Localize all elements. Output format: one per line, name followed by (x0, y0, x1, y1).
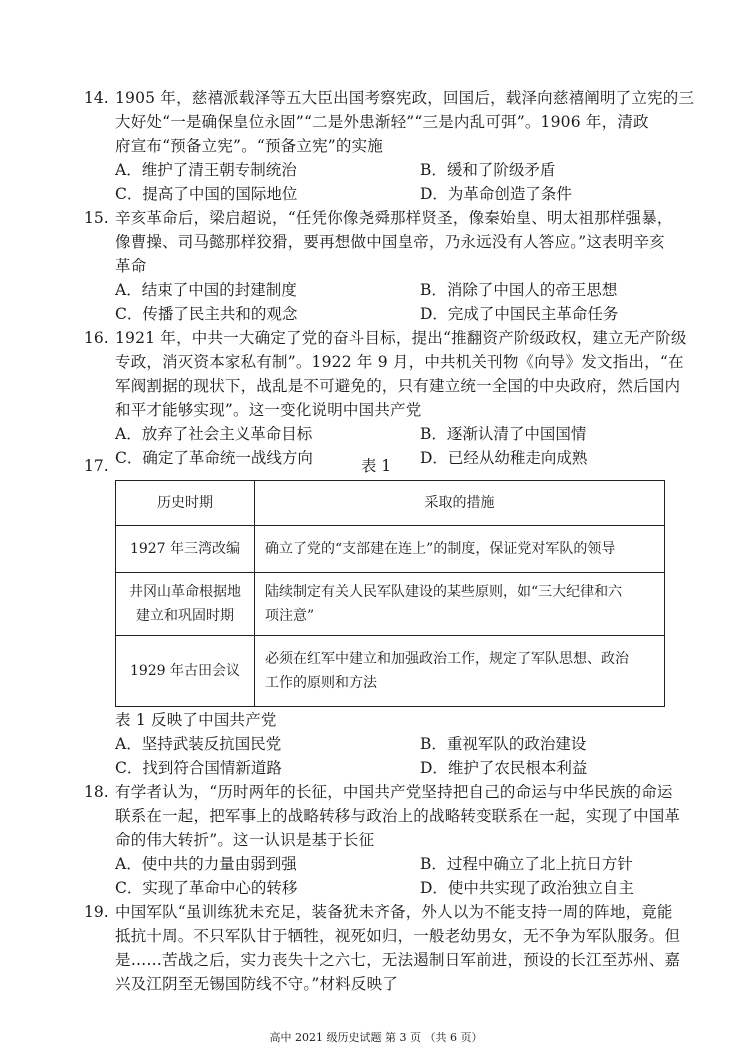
row-2-measure-line-1: 陆续制定有关人民军队建设的某些原则，如“三大纪律和六 (265, 584, 623, 600)
row-3-measure (255, 636, 665, 707)
q16-option-a: A．放弃了社会主义革命目标 (115, 425, 313, 443)
q16-stem-line-4: 和平才能够实现”。这一变化说明中国共产党 (115, 401, 422, 419)
question-number-14: 14. (84, 89, 109, 107)
q15-stem-line-1: 辛亥革命后，梁启超说，“任凭你像尧舜那样贤圣，像秦始皇、明太祖那样强暴， (115, 209, 673, 227)
table-caption: 表 1 (360, 457, 392, 475)
row-3-measure-line-2: 工作的原则和方法 (265, 675, 377, 691)
q14-option-d: D．为革命创造了条件 (420, 185, 572, 203)
q19-stem-line-4: 兴及江阴至无锡国防线不守。”材料反映了 (115, 975, 398, 993)
q15-option-c: C．传播了民主共和的观念 (115, 305, 298, 323)
row-2-period-line-2: 建立和巩固时期 (136, 608, 234, 624)
q14-stem-line-1: 1905 年，慈禧派载泽等五大臣出国考察宪政，回国后，载泽向慈禧阐明了立宪的三 (115, 89, 695, 107)
page-footer: 高中 2021 级历史试题 第 3 页 （共 6 页） (269, 1031, 483, 1044)
q17-option-b: B．重视军队的政治建设 (420, 735, 587, 753)
q19-stem-line-1: 中国军队“虽训练犹未充足，装备犹未齐备，外人以为不能支持一周的阵地，竟能 (115, 903, 673, 921)
row-2-measure (255, 573, 665, 636)
q14-option-c: C．提高了中国的国际地位 (115, 185, 298, 203)
header-period: 历史时期 (116, 481, 255, 526)
q15-stem-line-3: 革命 (115, 257, 147, 275)
q14-stem-line-2: 大好处“一是确保皇位永固”“二是外患渐轻”“三是内乱可弭”。1906 年，清政 (115, 113, 649, 131)
question-number-17: 17. (84, 457, 109, 475)
q17-option-d: D．维护了农民根本利益 (420, 759, 588, 777)
q16-stem-line-2: 专政，消灭资本家私有制”。1922 年 9 月，中共机关刊物《向导》发文指出，“在 (115, 353, 684, 371)
q19-stem-line-3: 是……苦战之后，实力丧失十之六七，无法遏制日军前进，预设的长江至苏州、嘉 (115, 951, 681, 969)
q19-stem-line-2: 抵抗十周。不只军队甘于牺牲，视死如归，一般老幼男女，无不争为军队服务。但 (115, 927, 681, 945)
row-3-period-line-1: 1929 年古田会议 (129, 663, 241, 679)
row-2-period-line-1: 井冈山革命根据地 (129, 584, 241, 600)
table-row (116, 526, 665, 573)
q18-stem-line-1: 有学者认为，“历时两年的长征，中国共产党坚持把自己的命运与中华民族的命运 (115, 783, 673, 801)
measures-table (115, 480, 665, 707)
q18-option-d: D．使中共实现了政治独立自主 (420, 879, 634, 897)
row-2-period (116, 573, 255, 636)
q15-option-d: D．完成了中国民主革命任务 (420, 305, 619, 323)
row-3-measure-line-1: 必须在红军中建立和加强政治工作，规定了军队思想、政治 (265, 651, 629, 667)
q16-stem-line-3: 军阀割据的现状下，战乱是不可避免的，只有建立统一全国的中央政府，然后国内 (115, 377, 681, 395)
q15-option-b: B．消除了中国人的帝王思想 (420, 281, 618, 299)
q17-stem-after-table: 表 1 反映了中国共产党 (115, 711, 277, 729)
q18-option-b: B．过程中确立了北上抗日方针 (420, 855, 633, 873)
q15-option-a: A．结束了中国的封建制度 (115, 281, 297, 299)
q16-option-b: B．逐渐认清了中国国情 (420, 425, 587, 443)
q16-option-c: C．确定了革命统一战线方向 (115, 449, 313, 467)
q18-option-a: A．使中共的力量由弱到强 (115, 855, 297, 873)
q14-option-a: A．维护了清王朝专制统治 (115, 161, 297, 179)
row-2-measure-line-2: 项注意” (265, 608, 315, 624)
table-row (116, 636, 665, 707)
row-1-period-line-1: 1927 年三湾改编 (129, 541, 241, 557)
q16-option-d: D．已经从幼稚走向成熟 (420, 449, 588, 467)
question-number-19: 19. (84, 903, 109, 921)
q18-stem-line-3: 命的伟大转折”。这一认识是基于长征 (115, 831, 375, 849)
row-1-measure (255, 526, 665, 573)
question-number-15: 15. (84, 209, 109, 227)
header-measures: 采取的措施 (255, 481, 665, 526)
question-number-18: 18. (84, 783, 109, 801)
q17-option-c: C．找到符合国情新道路 (115, 759, 282, 777)
row-1-period (116, 526, 255, 573)
q16-stem-line-1: 1921 年，中共一大确定了党的奋斗目标，提出“推翻资产阶级政权，建立无产阶级 (115, 329, 687, 347)
q18-option-c: C．实现了革命中心的转移 (115, 879, 298, 897)
q14-stem-line-3: 府宣布“预备立宪”。“预备立宪”的实施 (115, 137, 383, 155)
question-number-16: 16. (84, 329, 109, 347)
table-row (116, 573, 665, 636)
table-header-row (116, 481, 665, 526)
row-1-measure-line-1: 确立了党的“支部建在连上”的制度，保证党对军队的领导 (265, 541, 616, 557)
row-3-period (116, 636, 255, 707)
q15-stem-line-2: 像曹操、司马懿那样狡猾，要再想做中国皇帝，乃永远没有人答应。”这表明辛亥 (115, 233, 665, 251)
q14-option-b: B．缓和了阶级矛盾 (420, 161, 556, 179)
q17-option-a: A．坚持武装反抗国民党 (115, 735, 282, 753)
q18-stem-line-2: 联系在一起，把军事上的战略转移与政治上的战略转变联系在一起，实现了中国革 (115, 807, 681, 825)
